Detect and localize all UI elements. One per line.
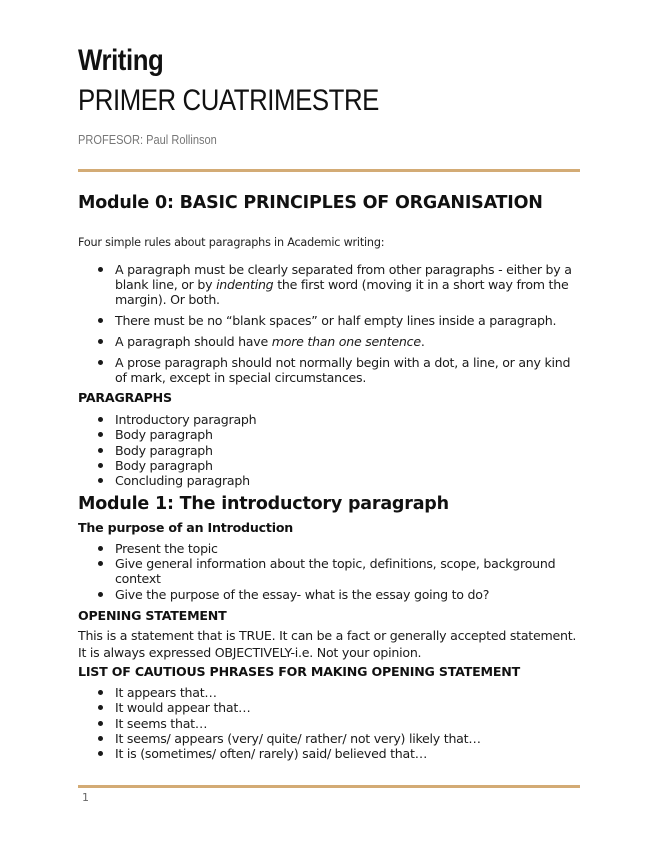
document-page bbox=[78, 0, 580, 848]
module0-heading: Module 0: BASIC PRINCIPLES OF ORGANISATION bbox=[78, 193, 543, 213]
cautious-phrases-list bbox=[78, 685, 580, 761]
list-item: Body paragraph bbox=[78, 458, 580, 473]
list-item: Body paragraph bbox=[78, 427, 580, 442]
rules-list bbox=[78, 262, 580, 391]
purpose-heading: The purpose of an Introduction bbox=[78, 520, 294, 535]
list-item: It would appear that… bbox=[78, 700, 580, 715]
document-title: Writing bbox=[78, 44, 164, 77]
purpose-list bbox=[78, 541, 580, 602]
list-item: Give general information about the topic, definitions, scope, background context bbox=[78, 556, 580, 586]
list-item: Introductory paragraph bbox=[78, 412, 580, 427]
list-item: A paragraph must be clearly separated from other paragraphs - either by a blank line, or by indenting the first word (moving it in a short way from the margin). Or both. bbox=[78, 262, 580, 307]
opening-statement-text: This is a statement that is TRUE. It can be a fact or generally accepted statement. It is always expressed OBJECTIVELY-i.e. Not your opinion. bbox=[78, 628, 577, 660]
page-number: 1 bbox=[82, 791, 89, 804]
header-divider bbox=[78, 169, 580, 172]
opening-statement-heading: OPENING STATEMENT bbox=[78, 608, 227, 623]
list-item: There must be no “blank spaces” or half empty lines inside a paragraph. bbox=[78, 313, 580, 328]
paragraphs-list bbox=[78, 412, 580, 488]
professor-line: PROFESOR: Paul Rollinson bbox=[78, 132, 217, 147]
list-item: It appears that… bbox=[78, 685, 580, 700]
module0-intro: Four simple rules about paragraphs in Academic writing: bbox=[78, 236, 385, 249]
list-item: It seems/ appears (very/ quite/ rather/ not very) likely that… bbox=[78, 731, 580, 746]
footer-divider bbox=[78, 785, 580, 788]
list-item: Body paragraph bbox=[78, 443, 580, 458]
list-item: A prose paragraph should not normally begin with a dot, a line, or any kind of mark, except in special circumstances. bbox=[78, 355, 580, 385]
paragraphs-heading: PARAGRAPHS bbox=[78, 390, 172, 405]
cautious-phrases-heading: LIST OF CAUTIOUS PHRASES FOR MAKING OPENING STATEMENT bbox=[78, 664, 520, 679]
module1-heading: Module 1: The introductory paragraph bbox=[78, 494, 449, 514]
list-item: Present the topic bbox=[78, 541, 580, 556]
list-item: Concluding paragraph bbox=[78, 473, 580, 488]
list-item: It seems that… bbox=[78, 716, 580, 731]
list-item: A paragraph should have more than one sentence. bbox=[78, 334, 580, 349]
list-item: It is (sometimes/ often/ rarely) said/ believed that… bbox=[78, 746, 580, 761]
list-item: Give the purpose of the essay- what is the essay going to do? bbox=[78, 587, 580, 602]
document-subtitle: PRIMER CUATRIMESTRE bbox=[78, 84, 379, 117]
